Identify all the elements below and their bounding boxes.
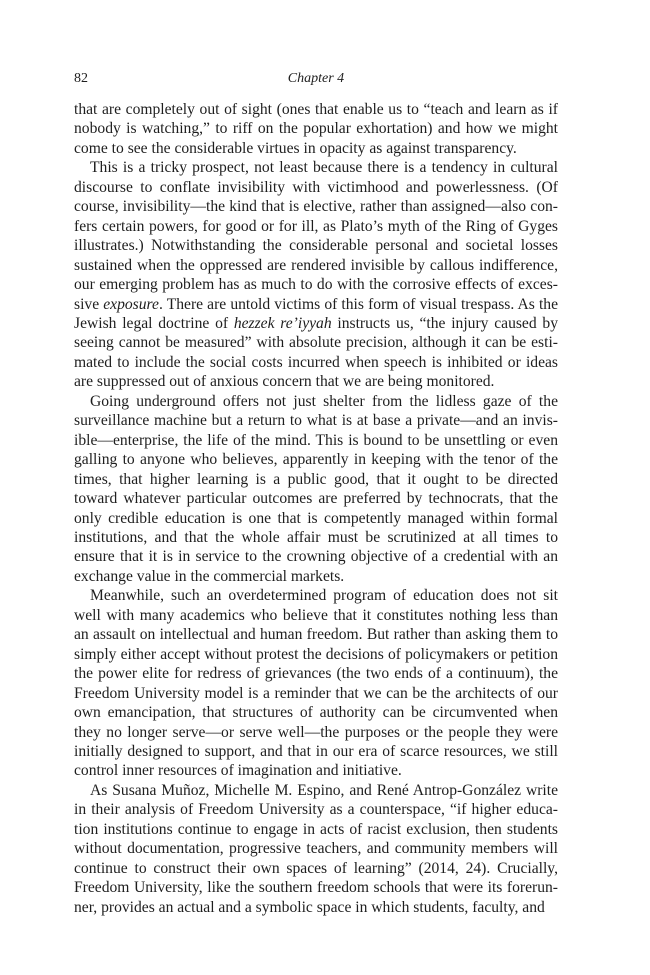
paragraph-2 [74,158,558,391]
paragraph-4 [74,586,558,781]
body-text [74,100,558,917]
paragraph-text: that are completely out of sight (ones that enable us to “teach and learn as if nobody is watching,” to riff on the popular exhortation) and how we might come to see the considerable virtues in opacity as against transparency. [74,101,558,157]
paragraph-3 [74,392,558,587]
running-head [74,69,558,89]
chapter-label: Chapter 4 [287,71,345,86]
italic-term: hezzek re’iyyah [233,314,332,332]
paragraph-1 [74,100,558,158]
paragraph-text: Going underground offers not just shelter from the lidless gaze of the surveillance machine but a return to what is at base a private—and an invisible—enterprise, the life of the mind. This is bound to be unsettling or even galling to anyone who believes, apparently in keeping with the tenor of the times, that higher learning is a public good, that it ought to be directed toward whatever particular outcomes are preferred by technocrats, that the only credible education is one that is competently managed within formal institutions, and that the whole affair must be scrutinized at all times to ensure that it is in service to the crowning objective of a credential with an exchange value in the commercial markets. [74,392,558,585]
italic-term: exposure [103,295,159,313]
paragraph-text: instructs us, “the injury caused by seeing cannot be measured” with absolute precision, although it can be estimated to include the social costs incurred when speech is inhibited or ideas are suppressed out of anxious concern that we are being monitored. [74,314,558,391]
paragraph-text: Meanwhile, such an overdetermined program of education does not sit well with many academics who believe that it constitutes nothing less than an assault on intellectual and human freedom. But rather than asking them to simply either accept without protest the decisions of policymakers or petition the power elite for redress of grievances (the two ends of a continuum), the Freedom University model is a reminder that we can be the architects of our own emancipation, that structures of authority can be circumvented when they no longer serve—or serve well—the purposes or the people they were initially designed to support, and that in our era of scarce resources, we still control inner resources of imagination and initiative. [74,587,558,780]
paragraph-text: As Susana Muñoz, Michelle M. Espino, and René Antrop-González write in their analysis of Freedom University as a counterspace, “if higher education institutions continue to engage in acts of racist exclusion, then students without documentation, progressive teachers, and community members will continue to construct their own spaces of learning” (2014, 24). Crucially, Freedom University, like the southern freedom schools that were its forerunner, provides an actual and a symbolic space in which students, faculty, and [74,781,558,916]
paragraph-text: . There are untold victims of this form of visual trespass. As the Jewish legal doctrine of [74,295,558,332]
page-number: 82 [74,71,88,86]
paragraph-5 [74,781,558,917]
paragraph-text: This is a tricky prospect, not least because there is a tendency in cultural discourse to conflate invisibility with victimhood and powerlessness. (Of course, invisibility—the kind that is elective, rather than assigned—also confers certain powers, for good or for ill, as Plato’s myth of the Ring of Gyges illustrates.) Notwithstanding the considerable personal and societal losses sustained when the oppressed are rendered invisible by callous indifference, our emerging problem has as much to do with the corrosive effects of excessive [74,159,558,313]
